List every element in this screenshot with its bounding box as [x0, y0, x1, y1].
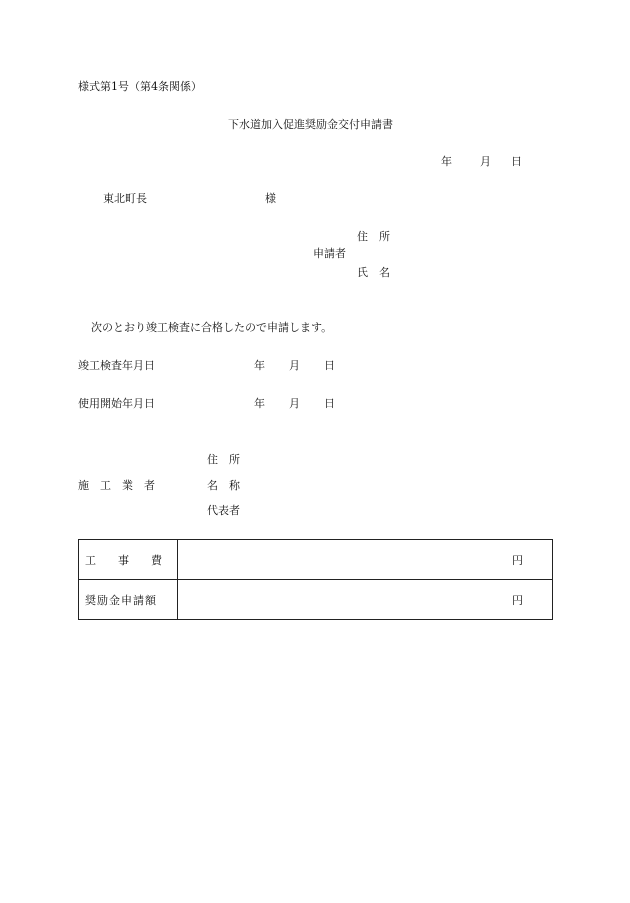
addressee-honorific: 様	[265, 192, 276, 205]
date-month: 月	[480, 155, 491, 168]
incentive-amount-label: 奨励金申請額	[79, 580, 178, 620]
applicant-address-label: 住 所	[357, 230, 390, 243]
contractor-address-label: 住 所	[207, 453, 240, 466]
document-title: 下水道加入促進奨励金交付申請書	[228, 118, 393, 131]
table-row	[79, 580, 553, 620]
contractor-representative-label: 代表者	[207, 504, 240, 517]
applicant-label: 申請者	[313, 247, 346, 260]
start-day: 日	[324, 397, 335, 410]
start-date-label: 使用開始年月日	[78, 397, 155, 410]
contractor-label: 施 工 業 者	[78, 479, 155, 492]
date-year: 年	[441, 155, 452, 168]
inspection-month: 月	[289, 359, 300, 372]
inspection-year: 年	[254, 359, 265, 372]
addressee-name: 東北町長	[103, 192, 147, 205]
contractor-name-label: 名 称	[207, 479, 240, 492]
date-day: 日	[511, 155, 522, 168]
inspection-day: 日	[324, 359, 335, 372]
amount-table	[78, 539, 553, 620]
incentive-amount-value[interactable]: 円	[178, 580, 553, 620]
start-month: 月	[289, 397, 300, 410]
statement: 次のとおり竣工検査に合格したので申請します。	[91, 321, 333, 334]
applicant-name-label: 氏 名	[357, 266, 390, 279]
form-number: 様式第1号（第4条関係）	[78, 80, 202, 93]
start-year: 年	[254, 397, 265, 410]
table-row	[79, 540, 553, 580]
construction-cost-label: 工 事 費	[79, 540, 178, 580]
inspection-date-label: 竣工検査年月日	[78, 359, 155, 372]
construction-cost-value[interactable]: 円	[178, 540, 553, 580]
